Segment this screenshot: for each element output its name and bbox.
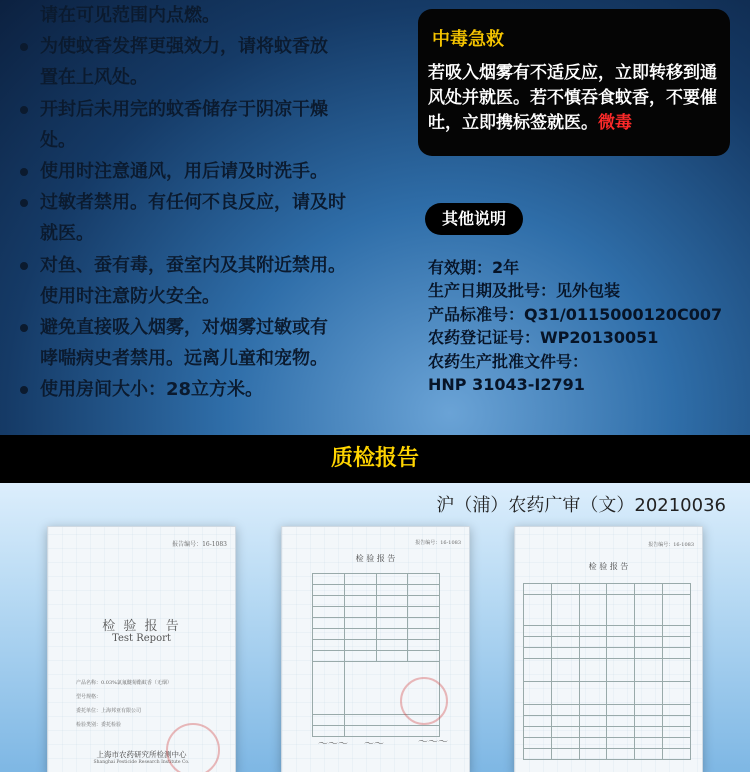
usage-note-line (20, 156, 380, 187)
bullet-dot-icon (20, 43, 28, 51)
usage-note-text: 为使蚊香发挥更强效力，请将蚊香放 (40, 36, 328, 58)
note-line: 农药登记证号：WP20130051 (428, 328, 659, 348)
report-title-cn: 检 验 报 告 (355, 554, 396, 563)
usage-note-line (20, 31, 380, 62)
institute-name-cn: 上海市农药研究所检测中心 (96, 750, 187, 759)
bullet-dot-icon (20, 386, 28, 394)
report-title-cn: 检 验 报 告 (588, 562, 629, 571)
note-line: 生产日期及批号：见外包装 (428, 281, 621, 301)
bullet-dot-icon (20, 324, 28, 332)
poisoning-text: 若吸入烟雾有不适反应，立即转移到通风处并就医。若不慎吞食蚊香，不要催吐，立即携标签就医。 (428, 63, 717, 133)
official-seal (400, 677, 448, 725)
usage-note-line (20, 62, 380, 93)
bullet-dot-icon (20, 199, 28, 207)
poisoning-title: 中毒急救 (432, 29, 504, 50)
bullet-dot-icon (20, 262, 28, 270)
report-field: 产品名称：0.03%氯氟醚菊酯蚊香（无烟） (76, 680, 172, 686)
report-code: 报告编号：16-1083 (648, 542, 694, 548)
poisoning-body (428, 61, 728, 136)
report-title-cn: 检 验 报 告 (102, 619, 181, 634)
bullet-dot-icon (20, 168, 28, 176)
usage-note-text: 避免直接吸入烟雾，对烟雾过敏或有 (40, 317, 328, 339)
toxicity-warning: 微毒 (598, 113, 632, 133)
results-table (523, 583, 691, 760)
usage-note-text: 使用房间大小：28立方米。 (40, 379, 264, 401)
usage-note-line (20, 187, 380, 218)
usage-note-text: 使用时注意防火安全。 (40, 285, 220, 307)
report-field: 型号规格： (76, 694, 102, 700)
usage-note-line (20, 125, 380, 156)
official-seal (166, 723, 220, 772)
usage-note-line (20, 343, 380, 374)
quality-report-banner (0, 435, 750, 483)
signature: 〜〜〜 (318, 739, 348, 750)
report-title-en: Test Report (112, 633, 171, 644)
note-line: 有效期：2年 (428, 258, 520, 277)
quality-report-title: 质检报告 (330, 446, 419, 471)
note-line: 农药生产批准文件号： (428, 351, 589, 371)
usage-note-text: 置在上风处。 (40, 67, 148, 89)
usage-notes-list (20, 0, 380, 406)
other-notes-title: 其他说明 (425, 203, 523, 235)
report-code: 报告编号：16-1083 (172, 541, 227, 548)
usage-note-line (20, 94, 380, 125)
ad-approval-number: 沪（浦）农药广审（文）20210036 (436, 495, 726, 516)
quality-report-section (0, 483, 750, 772)
usage-note-text: 开封后未用完的蚊香储存于阴凉干燥 (40, 98, 328, 120)
signature: 〜〜 (364, 739, 384, 750)
test-report-cover (47, 526, 236, 772)
usage-note-text: 对鱼、蚕有毒，蚕室内及其附近禁用。 (40, 254, 346, 276)
report-code: 报告编号：16-1083 (415, 540, 461, 546)
usage-note-text: 请在可见范围内点燃。 (40, 5, 220, 26)
signature: 〜〜〜 (418, 737, 448, 748)
usage-note-line (20, 281, 380, 312)
usage-note-text: 哮喘病史者禁用。远离儿童和宠物。 (40, 348, 328, 370)
usage-note-text: 使用时注意通风，用后请及时洗手。 (40, 161, 328, 183)
poisoning-first-aid-box (418, 9, 730, 156)
test-report-page-3 (514, 526, 703, 772)
report-field: 委托单位：上海邦亚有限公司 (76, 708, 142, 714)
note-line: 产品标准号：Q31/0115000120C007 (428, 304, 723, 324)
report-field: 检验类别：委托检验 (76, 722, 122, 728)
note-line: HNP 31043-I2791 (428, 375, 585, 395)
usage-note-text: 处。 (40, 129, 76, 151)
institute-name-en: Shanghai Pesticide Research Institute Co. (93, 760, 190, 765)
other-notes-list (428, 256, 738, 396)
test-report-page-2 (281, 526, 470, 772)
usage-note-line (20, 218, 380, 249)
usage-note-line (20, 0, 380, 31)
usage-note-text: 就医。 (40, 223, 94, 245)
usage-note-text: 过敏者禁用。有任何不良反应，请及时 (40, 192, 346, 214)
usage-note-line (20, 250, 380, 281)
usage-note-line (20, 312, 380, 343)
bullet-dot-icon (20, 106, 28, 114)
usage-note-line (20, 374, 380, 405)
